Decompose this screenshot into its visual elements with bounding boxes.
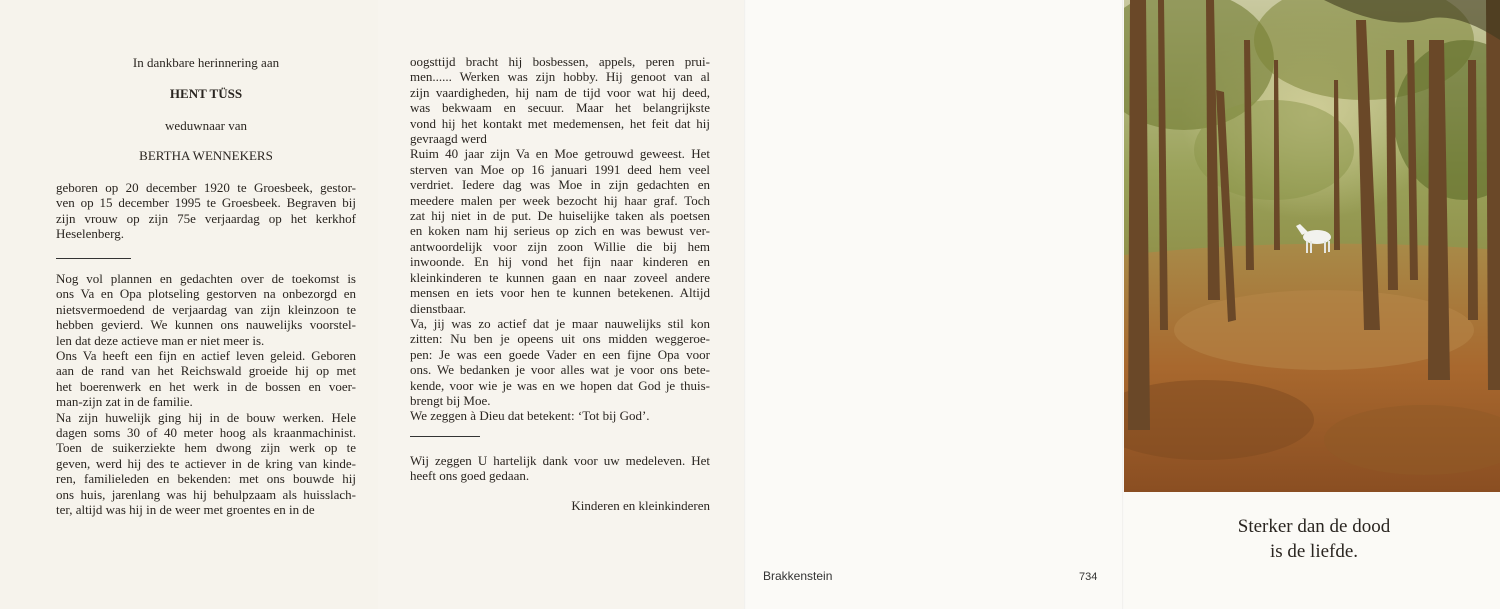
text-line: geven, werd hij des te actiever in de kring van kinde- <box>56 455 356 471</box>
text-line: Toen de suikerziekte hem dwong zijn werk op te <box>56 440 356 456</box>
text-line: brengt bij Moe. <box>410 392 491 408</box>
deceased-name: HENT TÜSS <box>169 86 243 101</box>
text-line: Heselenberg. <box>56 226 124 242</box>
spouse-name: BERTHA WENNEKERS <box>139 148 273 163</box>
text-line: ren, familieleden en bekenden: met ons bouwde hij <box>56 471 356 487</box>
text-line: dagen soms 30 of 40 meter hoog als kraanmachinist. <box>56 425 356 441</box>
text-line: verdriet. Iedere dag was Moe in zijn gedachten en <box>410 177 710 193</box>
text-line: nietsvermoedend de verjaardag van zijn kleinzoon te <box>56 301 356 317</box>
text-line: aan de rand van het Reichswald groeide hij op met <box>56 363 356 379</box>
text-line: was bekwaam en secuur. Maar het belangrijkste <box>410 100 710 116</box>
text-line: kleinkinderen te kunnen gaan en naar zoveel andere <box>410 269 710 285</box>
text-line: het boerenwerk en het werk in de bossen en voer- <box>56 378 356 394</box>
text-line: Na zijn huwelijk ging hij in de bouw werken. Hele <box>56 409 356 425</box>
text-line: dienstbaar. <box>410 300 466 316</box>
text-line: kende, voor wie je was en we hopen dat God je thuis- <box>410 377 710 393</box>
text-line: antwoordelijk voor zijn zoon Willie die bij hem <box>410 238 710 254</box>
intro-line: In dankbare herinnering aan <box>132 55 280 70</box>
life-story-continued <box>410 54 710 424</box>
page-number: 734 <box>1079 571 1098 583</box>
text-line: vond hij het kontakt met medemensen, het feit dat hij <box>410 115 710 131</box>
blank-panel <box>744 0 1124 609</box>
text-line: geboren op 20 december 1920 te Groesbeek, gestor- <box>56 180 356 195</box>
text-line: sterven van Moe op 16 januari 1991 deed hem veel <box>410 161 710 177</box>
text-line: zat hij niet in de put. De huiselijke taken als poetsen <box>410 208 710 224</box>
text-line: oogsttijd bracht hij bosbessen, appels, peren prui- <box>410 54 710 69</box>
text-line: Nog vol plannen en gedachten over de toekomst is <box>56 271 356 286</box>
publisher-name: Brakkenstein <box>763 569 833 583</box>
photo-image <box>1124 0 1500 492</box>
text-line: ons huis, jarenlang was hij behulpzaam als huisslach- <box>56 486 356 502</box>
text-line: gevraagd werd <box>410 131 487 147</box>
forest-with-white-horse-photo <box>1124 0 1500 492</box>
fold-line <box>744 0 746 609</box>
text-line: zijn vrouw op zijn 75e verjaardag op het kerkhof <box>56 210 356 226</box>
text-line: zijn vaardigheden, hij nam de tijd voor wat hij deed, <box>410 84 710 100</box>
text-line: pen: Je was een goede Vader en een fijne Opa voor <box>410 346 710 362</box>
text-line: ter, altijd was hij in de weer met groentes en in de <box>56 502 315 518</box>
text-line: hebben gevierd. We kunnen ons nauwelijks voorstel- <box>56 317 356 333</box>
relation-line: weduwnaar van <box>165 118 247 133</box>
tagline-line-1: Sterker dan de dood <box>1237 516 1391 537</box>
text-line: ons Va en Opa plotseling gestorven na onbezorgd en <box>56 286 356 302</box>
text-line: We zeggen à Dieu dat betekent: ‘Tot bij God’. <box>410 408 650 424</box>
text-line: Wij zeggen U hartelijk dank voor uw medeleven. Het <box>410 453 710 468</box>
tagline-line-2: is de liefde. <box>1269 541 1359 562</box>
text-line: Ruim 40 jaar zijn Va en Moe getrouwd geweest. Het <box>410 146 710 162</box>
thanks-paragraph <box>410 453 710 484</box>
separator-rule <box>410 436 480 437</box>
text-line: Ons Va heeft een fijn en actief leven geleid. Geboren <box>56 348 356 364</box>
separator-rule <box>56 258 131 259</box>
text-line: len dat deze actieve man er niet meer is. <box>56 332 265 348</box>
text-line: Va, jij was zo actief dat je maar nauwelijks stil kon <box>410 315 710 331</box>
tagline <box>1124 514 1500 564</box>
text-line: ons. We bedanken je voor alles wat je voor ons bete- <box>410 362 710 378</box>
text-line: meedere malen per week bezocht hij haar graf. Toch <box>410 192 710 208</box>
text-line: mensen en iets voor hen te kunnen betekenen. Altijd <box>410 285 710 301</box>
text-line: men...... Werken was zijn hobby. Hij genoot van al <box>410 69 710 85</box>
signature: Kinderen en kleinkinderen <box>571 498 710 513</box>
text-line: man-zijn zat in de familie. <box>56 394 193 410</box>
text-line: inwoonde. En hij vond het fijn naar kinderen en <box>410 254 710 270</box>
birth-death-paragraph <box>56 180 356 242</box>
text-line: en koken nam hij serieus op zich en was bewust ver- <box>410 223 710 239</box>
text-line: heeft ons goed gedaan. <box>410 468 530 484</box>
text-line: ven op 15 december 1995 te Groesbeek. Begraven bij <box>56 195 356 211</box>
life-story-paragraph <box>56 271 356 518</box>
text-line: zitten: Nu ben je opeens uit ons midden weggeroe- <box>410 331 710 347</box>
